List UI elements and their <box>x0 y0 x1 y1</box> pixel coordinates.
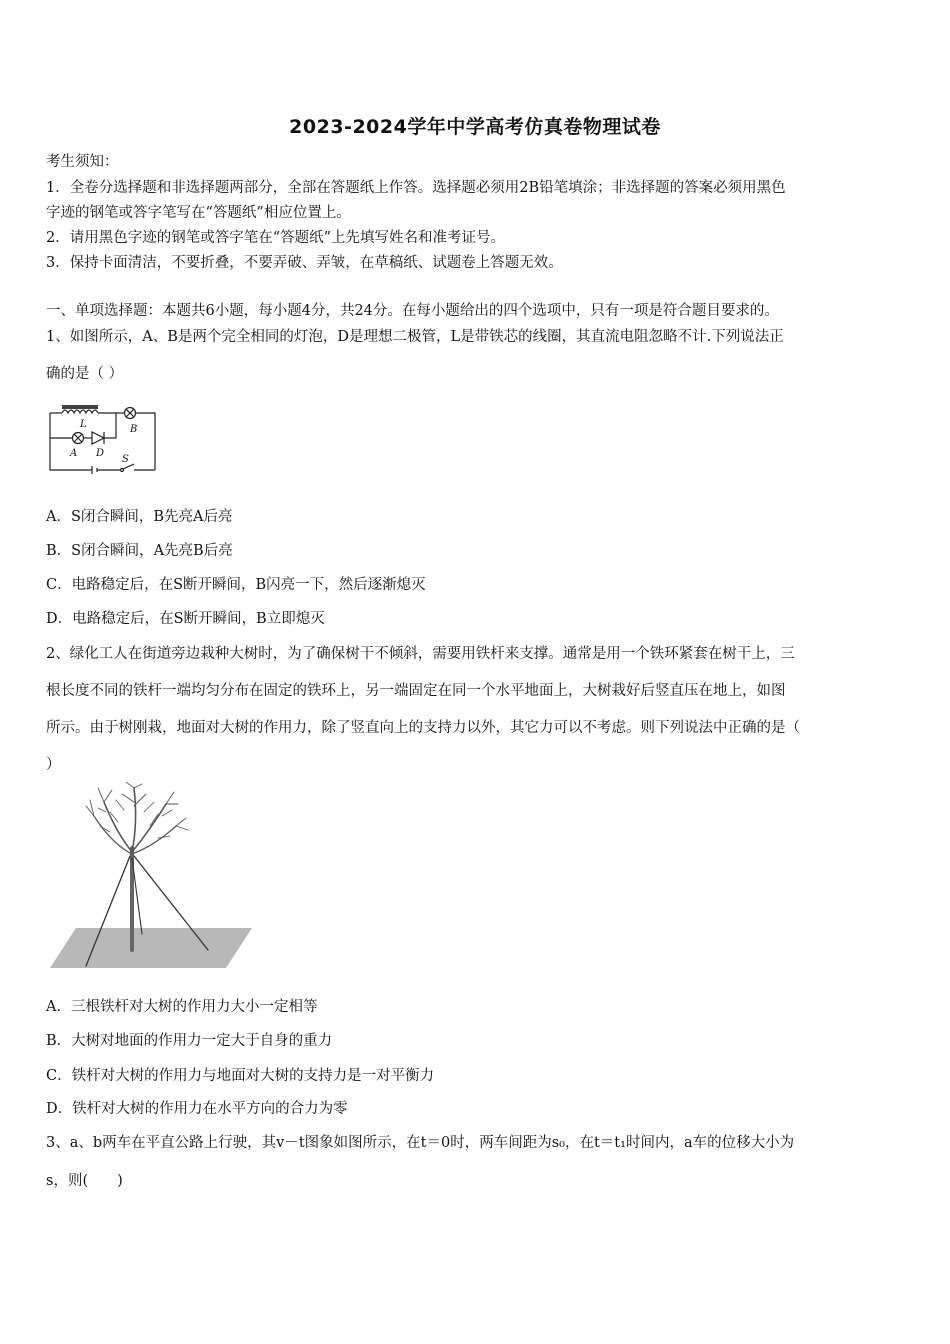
notice-item-3: 3．保持卡面清洁，不要折叠，不要弄破、弄皱，在草稿纸、试题卷上答题无效。 <box>46 255 563 271</box>
q2-stem-line1: 2、绿化工人在街道旁边栽种大树时，为了确保树干不倾斜，需要用铁杆来支撑。通常是用一个铁环紧套在树干上，三 <box>46 646 795 662</box>
q1-stem-line1: 1、如图所示，A、B是两个完全相同的灯泡，D是理想二极管，L是带铁芯的线圈，其直流电阻忽略不计.下列说法正 <box>46 329 784 345</box>
q1-stem-line2: 确的是（ ） <box>46 366 124 382</box>
q2-stem-line2: 根长度不同的铁杆一端均匀分布在固定的铁环上，另一端固定在同一个水平地面上，大树栽好后竖直压在地上，如图 <box>46 683 786 699</box>
q1-circuit-diagram <box>44 398 164 478</box>
q1-label-L: L <box>80 419 87 430</box>
q3-stem-line1: 3、a、b两车在平直公路上行驶，其v－t图象如图所示，在t＝0时，两车间距为s₀，在t＝t₁时间内，a车的位移大小为 <box>46 1135 795 1151</box>
q1-label-B: B <box>130 424 138 435</box>
q2-option-d: D．铁杆对大树的作用力在水平方向的合力为零 <box>46 1101 348 1117</box>
notice-item-2: 2．请用黑色字迹的钢笔或答字笔在“答题纸”上先填写姓名和准考证号。 <box>46 230 506 246</box>
q3-stem-line2: s，则( ) <box>46 1173 123 1189</box>
section-header: 一、单项选择题：本题共6小题，每小题4分，共24分。在每小题给出的四个选项中，只有一项是符合题目要求的。 <box>46 303 779 319</box>
q1-option-b: B．S闭合瞬间，A先亮B后亮 <box>46 543 233 559</box>
q1-label-S: S <box>122 454 129 465</box>
notice-item-1-cont: 字迹的钢笔或答字笔写在“答题纸”相应位置上。 <box>46 205 351 221</box>
q1-option-c: C．电路稳定后，在S断开瞬间，B闪亮一下，然后逐渐熄灭 <box>46 577 426 593</box>
ground-plane <box>50 928 252 968</box>
page-title: 2023-2024学年中学高考仿真卷物理试卷 <box>289 116 661 138</box>
q2-tree-diagram <box>46 782 254 972</box>
q1-label-D: D <box>96 448 105 459</box>
q1-option-a: A．S闭合瞬间，B先亮A后亮 <box>46 509 233 525</box>
q2-stem-line4: ） <box>46 757 61 773</box>
q2-stem-line3: 所示。由于树刚栽，地面对大树的作用力，除了竖直向上的支持力以外，其它力可以不考虑。则下列说法中正确的是（ <box>46 720 800 736</box>
q2-option-a: A．三根铁杆对大树的作用力大小一定相等 <box>46 999 318 1015</box>
notice-heading: 考生须知： <box>46 154 119 170</box>
q1-option-d: D．电路稳定后，在S断开瞬间，B立即熄灭 <box>46 611 325 627</box>
q2-option-b: B．大树对地面的作用力一定大于自身的重力 <box>46 1033 333 1049</box>
q1-label-A: A <box>70 448 78 459</box>
q2-option-c: C．铁杆对大树的作用力与地面对大树的支持力是一对平衡力 <box>46 1068 435 1084</box>
notice-item-1: 1．全卷分选择题和非选择题两部分，全部在答题纸上作答。选择题必须用2B铅笔填涂；非选择题的答案必须用黑色 <box>46 180 786 196</box>
